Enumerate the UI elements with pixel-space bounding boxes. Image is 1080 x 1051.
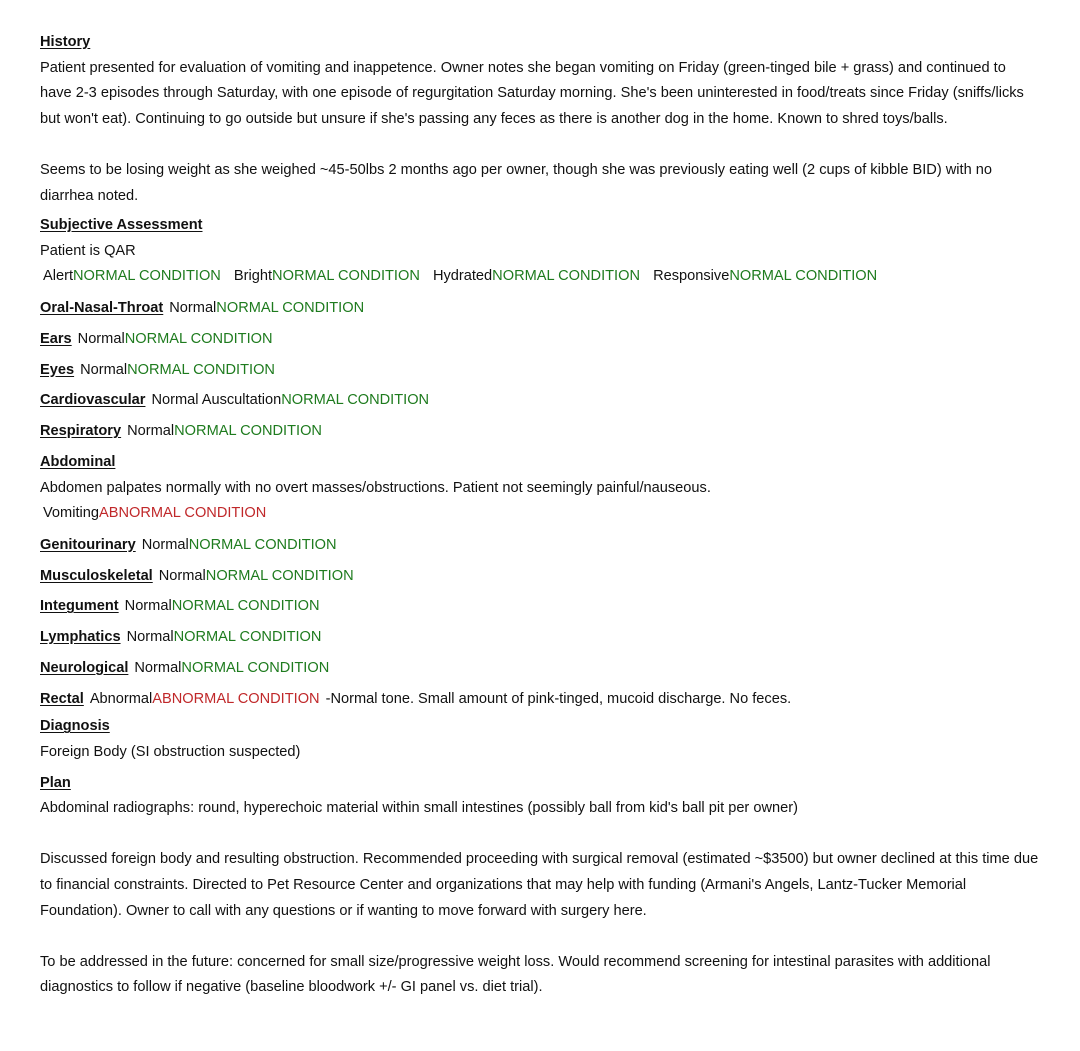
system-value: Abnormal	[89, 690, 153, 707]
abdominal-finding	[40, 501, 1040, 527]
system-heading: Integument	[40, 598, 119, 615]
system-heading: Ears	[40, 330, 72, 347]
system-value: Normal	[127, 423, 175, 440]
system-value: Normal	[126, 629, 174, 646]
status-badge: NORMAL CONDITION	[181, 659, 330, 676]
system-value: Normal	[141, 536, 189, 553]
status-badge: NORMAL CONDITION	[188, 536, 337, 553]
status-badge: NORMAL CONDITION	[281, 392, 430, 409]
system-row-eyes	[40, 355, 1040, 386]
history-paragraph-2: Seems to be losing weight as she weighed ~45-50lbs 2 months ago per owner, though she was previously eating well (2 cups of kibble BID) with no diarrhea noted.	[40, 161, 992, 204]
status-badge: ABNORMAL CONDITION	[98, 505, 267, 522]
system-value: Normal	[169, 299, 217, 316]
finding-label: Bright	[233, 268, 273, 285]
history-heading: History	[40, 34, 91, 50]
system-row-cardiovascular	[40, 385, 1040, 416]
status-badge: ABNORMAL CONDITION	[152, 690, 320, 707]
finding-label: Hydrated	[432, 268, 493, 285]
status-badge: NORMAL CONDITION	[272, 268, 420, 285]
spacer	[40, 132, 1040, 158]
system-heading: Lymphatics	[40, 629, 121, 646]
plan-paragraph-2: Discussed foreign body and resulting obstruction. Recommended proceeding with surgical removal (estimated ~$3500) but owner declined at this time due to financial constraints. Directed to Pet Resource Center and organizations that may help with funding (Armani's Angels, Lantz-Tucker Memorial Foundation). Owner to call with any questions or if wanting to move forward with surgery here.	[40, 851, 1039, 919]
history-paragraph-1: Patient presented for evaluation of vomiting and inappetence. Owner notes she began vomiting on Friday (green-tinged bile + grass) and continued to have 2-3 episodes through Saturday, with one episode of regurgitation Saturday morning. She's been uninterested in food/treats since Friday (sniffs/licks but won't eat). Continuing to go outside but unsure if she's passing any feces as there is another dog in the home. Known to shred toys/balls.	[40, 59, 1024, 127]
finding-label: Responsive	[653, 268, 730, 285]
system-row-musculoskeletal	[40, 561, 1040, 592]
system-heading: Oral-Nasal-Throat	[40, 299, 164, 316]
subjective-heading: Subjective Assessment	[40, 217, 203, 234]
system-row-rectal	[40, 684, 1040, 715]
status-badge: NORMAL CONDITION	[124, 330, 273, 347]
abdominal-text: Abdomen palpates normally with no overt masses/obstructions. Patient not seemingly painful/nauseous.	[40, 479, 711, 496]
status-badge: NORMAL CONDITION	[127, 361, 275, 378]
system-value: Normal	[124, 598, 172, 615]
system-heading: Respiratory	[40, 423, 122, 440]
system-row-neurological	[40, 653, 1040, 684]
plan-paragraph-3: To be addressed in the future: concerned for small size/progressive weight loss. Would recommend screening for intestinal parasites with additional diagnostics to follow if negative (baseline bloodwork +/- GI panel vs. diet trial).	[40, 953, 991, 996]
finding-label: Alert	[43, 268, 74, 285]
status-badge: NORMAL CONDITION	[205, 567, 354, 584]
plan-heading: Plan	[40, 774, 71, 791]
status-badge: NORMAL CONDITION	[729, 268, 878, 285]
system-value: Normal Auscultation	[151, 392, 282, 409]
system-value: Normal	[134, 659, 182, 676]
finding-label: Vomiting	[43, 505, 99, 522]
spacer	[40, 822, 1040, 848]
system-row-ears	[40, 324, 1040, 355]
diagnosis-text: Foreign Body (SI obstruction suspected)	[40, 744, 301, 761]
system-heading: Eyes	[40, 361, 75, 378]
system-heading: Neurological	[40, 659, 129, 676]
system-heading: Genitourinary	[40, 536, 136, 553]
subjective-findings	[40, 264, 1040, 290]
system-row-oral-nasal-throat	[40, 293, 1040, 324]
system-row-lymphatics	[40, 622, 1040, 653]
plan-paragraph-1: Abdominal radiographs: round, hyperechoic material within small intestines (possibly ball from kid's ball pit per owner)	[40, 800, 798, 817]
system-row-genitourinary	[40, 530, 1040, 561]
status-badge: NORMAL CONDITION	[171, 598, 320, 615]
system-value: Normal	[158, 567, 206, 584]
diagnosis-heading: Diagnosis	[40, 718, 110, 735]
status-badge: NORMAL CONDITION	[216, 299, 365, 316]
subjective-text: Patient is QAR	[40, 242, 136, 259]
system-value: Normal	[80, 361, 128, 378]
system-row-respiratory	[40, 416, 1040, 447]
status-badge: NORMAL CONDITION	[173, 629, 322, 646]
system-value: Normal	[77, 330, 125, 347]
status-badge: NORMAL CONDITION	[492, 268, 641, 285]
status-badge: NORMAL CONDITION	[174, 423, 322, 440]
rectal-note: -Normal tone. Small amount of pink-tinged, mucoid discharge. No feces.	[325, 690, 792, 707]
system-row-integument	[40, 591, 1040, 622]
status-badge: NORMAL CONDITION	[73, 268, 221, 285]
system-heading: Cardiovascular	[40, 392, 146, 409]
abdominal-heading: Abdominal	[40, 453, 116, 470]
spacer	[40, 924, 1040, 950]
system-heading: Rectal	[40, 690, 84, 707]
system-heading: Musculoskeletal	[40, 567, 153, 584]
